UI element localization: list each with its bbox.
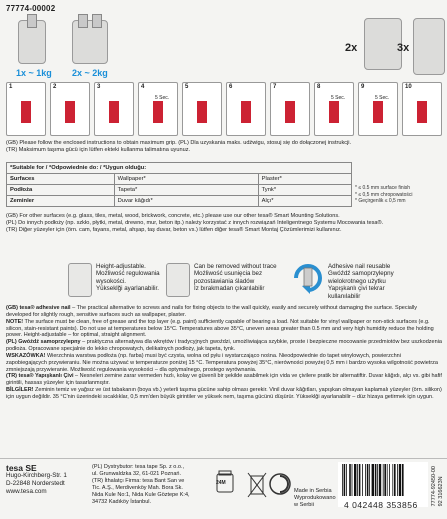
step-number: 1 (9, 84, 13, 90)
grip-instructions (6, 140, 442, 154)
cell: Tynk* (258, 185, 351, 196)
cell: Alçı* (258, 196, 351, 207)
multiplier-2x: 2x (345, 42, 358, 54)
instruction-step (270, 82, 310, 136)
step-number: 8 (317, 84, 321, 90)
paragraph-text: Wierzchnia warstwa podłoża (np. farba) musi być czysta, wolna od pyłu i wystarczająco nośna. Nieodpowiednie do tapet winylowych, powierzchni zapobiegających przywieraniu. Nie można używać w temperaturze poniżej 15 °C. Temperatura powyżej 35°C, nierówności powyżej 0,5 mm i bardzo wysoka wilgotność powietrza zmniejszają przywieranie. Możliwość regulowania wysokości – dla optymalnego, prostego wyrównania. (6, 352, 438, 373)
surface-footnotes (355, 185, 445, 205)
made-line: Made in Serbia (294, 488, 332, 494)
paragraph-lead: NOTE! (6, 318, 24, 325)
load-double: 2x ~ 2kg (72, 68, 108, 78)
step-number: 3 (97, 84, 101, 90)
trash-bin-icon (246, 470, 268, 498)
adhesive-strip-icon (153, 101, 163, 123)
barcode-bar (399, 464, 401, 496)
paragraph-lead: WSKAZÓWKA! (6, 352, 46, 359)
surfaces-table (6, 162, 352, 207)
paragraph (6, 305, 442, 319)
vertical-code-line: 77774-92450-00 (431, 466, 437, 507)
instruction-step (358, 82, 398, 136)
feature-line: Możliwość usunięcia bez (194, 270, 263, 278)
step-number: 10 (405, 84, 412, 90)
made-in (294, 488, 336, 508)
paragraph (6, 387, 442, 401)
instruction-step (50, 82, 90, 136)
instruction-step (182, 82, 222, 136)
product-nail-illustration (413, 18, 445, 75)
cell: Plaster* (258, 174, 351, 185)
step-seconds: 5 Sec. (155, 95, 170, 101)
barcode-bar (377, 464, 378, 496)
instruction-step (314, 82, 354, 136)
feature-height-adjustable (96, 263, 160, 293)
cell: Tapeta* (114, 185, 258, 196)
paragraph (6, 339, 442, 353)
feature-line: Yükseklği ayarlanabilir. (96, 285, 159, 293)
company-name: tesa SE (6, 463, 37, 473)
barcode-bar (394, 464, 396, 496)
adhesive-strip-icon (21, 101, 31, 123)
feature-line: Gwóźdź samoprzylepny (328, 270, 394, 278)
barcode-bar (357, 464, 358, 496)
distributor-line: (PL) Dystrybutor: tesa tape Sp. z o.o., (92, 464, 185, 470)
other-surfaces-text (6, 213, 442, 234)
feature-line: wysokości. (96, 277, 126, 285)
barcode-number: 4 042448 353856 (344, 500, 418, 510)
distributor-info (92, 464, 212, 505)
feature-line: Height-adjustable. (96, 263, 146, 270)
distributor-line: Nida Kule No:1, Nida Kule Göztepe K:4, (92, 491, 190, 498)
barcode-bar (372, 464, 374, 496)
product-description (6, 305, 442, 401)
feature-line: İz bırakmadan çıkarılabilir (194, 285, 265, 293)
barcode-bars (342, 464, 424, 496)
vertical-code (431, 466, 445, 506)
distributor-line: Tic. A.Ş., Merdivenköy Mah. Bora Sk. (92, 484, 183, 491)
vertical-code-line: 92 316623N (438, 476, 444, 507)
barcode-bar (362, 464, 363, 496)
feature-removable (194, 263, 277, 293)
step-seconds: 5 Sec. (331, 95, 346, 101)
step-number: 4 (141, 84, 145, 90)
feature-line: Adhesive nail reusable (328, 263, 391, 270)
barcode-bar (369, 464, 370, 496)
hook-icon (92, 14, 102, 28)
row-label: Zeminler (7, 196, 115, 207)
paragraph-text: Zeminin temiz ve yağsız ve üst tabakanın (boya vb.) yeterli taşıma gücüne sahip olması gerekir. Vinil duvar kâğıtları, yapışkan olmayan kaplamalı yüzeyler (örn. silikon) için uygun değildir. 35 °C'nin üzerindeki sıcaklıklar, 0,5 mm'den büyük girintiler ve yüksek nem, taşıma gücünü düşürür. Yükseklği ayarlanabilir – düz hizaya getirmek için uygun. (6, 387, 442, 400)
green-dot-icon (268, 472, 292, 496)
instruction-step (94, 82, 134, 136)
feature-line: Yapışkanlı çivi tekrar (328, 285, 385, 293)
manufacturer-address (6, 464, 67, 496)
barcode-bar (402, 464, 404, 496)
footnote: * ≤ 0.5 mm surface finish (355, 185, 410, 191)
website: www.tesa.com (6, 488, 47, 495)
feature-line: kullanılabilir (328, 292, 361, 300)
other-line: (GB) For other surfaces (e.g. glass, tiles, metal, wood, brickwork, concrete, etc.) please use our other tesa® Smart Mounting Solutions. (6, 213, 340, 219)
barcode-bar (375, 464, 377, 496)
instruction-step (138, 82, 178, 136)
adhesive-strip-icon (417, 101, 427, 123)
reusable-icon (292, 260, 324, 296)
divider (0, 458, 447, 459)
step-number: 2 (53, 84, 57, 90)
barcode-bar (365, 464, 366, 496)
barcode-bar (389, 464, 390, 496)
row-label: Surfaces (7, 174, 115, 185)
adhesive-strip-icon (285, 101, 295, 123)
barcode-bar (344, 464, 346, 496)
paragraph (6, 319, 442, 340)
product-code: 77774-00002 (6, 4, 56, 13)
multiplier-3x: 3x (397, 42, 410, 54)
adhesive-strip-icon (329, 101, 339, 123)
step-number: 7 (273, 84, 277, 90)
barcode-bar (346, 464, 347, 496)
load-single: 1x ~ 1kg (16, 68, 52, 78)
barcode-bar (367, 464, 369, 496)
address-line: Hugo-Kirchberg-Str. 1 (6, 472, 67, 479)
paragraph-text: – The practical alternative to screws and nails for fixing objects to the wall quickly, easily and securely without damaging the surface. Specially developed for slightly rough, sensitive surfaces such as wallpaper, plaster. (6, 305, 418, 318)
removable-icon (166, 263, 190, 297)
cell: Wallpaper* (114, 174, 258, 185)
instruction-step (402, 82, 442, 136)
instruction-line: (TR) Maksimum taşıma gücü için lütfen ekteki kullanma talimatına uyunuz. (6, 147, 191, 153)
instruction-step (6, 82, 46, 136)
hook-icon (27, 14, 37, 28)
step-number: 5 (185, 84, 189, 90)
paragraph (6, 373, 442, 387)
paragraph (6, 353, 442, 374)
made-line: Wyprodukowano (294, 494, 336, 501)
barcode-bar (359, 464, 361, 496)
adhesive-strip-icon (197, 101, 207, 123)
barcode-bar (383, 464, 384, 496)
barcode-bar (349, 464, 351, 496)
shelf-life-label: 24M (216, 480, 226, 486)
feature-line: wielokrotnego użytku (328, 277, 386, 285)
cell: Duvar kâğıdı* (114, 196, 258, 207)
feature-line: Can be removed without trace (194, 263, 277, 270)
hook-icon (78, 14, 88, 28)
paragraph-lead: BİLGİLER! (6, 387, 34, 394)
distributor-line: (TR) İthalatçı Firma: tesa Bant San ve (92, 477, 185, 484)
instruction-step (226, 82, 266, 136)
barcode-bar (352, 464, 353, 496)
height-adjust-icon (68, 263, 92, 297)
adhesive-strip-icon (373, 101, 383, 123)
barcode-bar (342, 464, 343, 496)
paragraph-lead: (GB) tesa® adhesive nail (6, 305, 71, 311)
barcode-bar (384, 464, 386, 496)
other-line: (PL) Do innych podłoży (np. szkło, płytki, metal, drewno, mur, beton itp.) należy korzystać z innych rozwiązań Inteligentnego Systemu Mocowania tesa®. (6, 220, 384, 226)
address-line: D-22848 Norderstedt (6, 480, 65, 487)
made-line: w Serbii (294, 501, 314, 508)
row-label: Podłoża (7, 185, 115, 196)
barcode-bar (379, 464, 381, 496)
paragraph-text: The surface must be clean, free of grease and the top layer (e.g. paint) sufficiently capable of bearing a load. Not suitable for vinyl wallpaper or non-stick surfaces (e.g. silicon, stain-resistant paints). Do not use at temperatures below 15°C. Temperatures above 35°C, uneven areas greater than 0.5 mm and very high humidity reduce the holding power. Height-adjustable – for optimal, straight alignment. (6, 318, 434, 339)
paragraph-lead: (TR) tesa® Yapışkanlı Çivi (6, 373, 74, 380)
paragraph-text: – Nesneleri zemine zarar vermeden hızlı, kolay ve güvenli bir şekilde asabilmek için vida ve çivilere pratik bir alternatiftir. Duvar kâğıdı, alçı vs. gibi hafif girintili, hassas yüzeyler için tasarlanmıştır. (6, 373, 442, 387)
adhesive-strip-icon (241, 101, 251, 123)
barcode-bar (387, 464, 388, 496)
footnote: * Geçirgenlik ≤ 0,5 mm (355, 198, 406, 205)
surfaces-header: *Suitable for / *Odpowiednie do: / *Uygun olduğu: (7, 163, 352, 174)
step-seconds: 5 Sec. (375, 95, 390, 101)
barcode-bar (397, 464, 398, 496)
paragraph-text: – praktyczna alternatywa dla wkrętów i tradycyjnych gwoździ, umożliwiająca szybkie, proste i bezpieczne mocowanie przedmiotów bez uszkodzenia podłoża. Opracowane specjalnie do lekko chropowatych, delikatnych podłoży, jak tapeta, tynk. (6, 339, 442, 353)
adhesive-strip-icon (65, 101, 75, 123)
feature-reusable (328, 263, 394, 300)
paragraph-lead: (PL) Gwóźdź samoprzylepny (6, 339, 81, 346)
distributor-line: ul. Grunwaldzka 32, 61-021 Poznań. (92, 470, 181, 477)
other-line: (TR) Diğer yüzeyler için (örn. cam, fayans, metal, ahşap, taş duvar, beton vs.) lütfen diğer tesa® Smart Montaj Çözümlerimizi kullanınız. (6, 227, 342, 233)
step-number: 9 (361, 84, 365, 90)
step-number: 6 (229, 84, 233, 90)
feature-line: Możliwość regulowania (96, 270, 160, 278)
distributor-line: 34732 Kadıköy İstanbul. (92, 498, 152, 505)
adhesive-strip-icon (109, 101, 119, 123)
instruction-line: (GB) Please follow the enclosed instructions to obtain maximum grip. (PL) Dla uzyskania maks. udźwigu, stosuj się do dołączonej instrukcji. (6, 140, 352, 146)
footnote: * ≤ 0,5 mm chropowatości (355, 191, 413, 198)
barcode-bar (392, 464, 393, 496)
feature-line: pozostawiania śladów (194, 277, 255, 285)
barcode-bar (354, 464, 356, 496)
